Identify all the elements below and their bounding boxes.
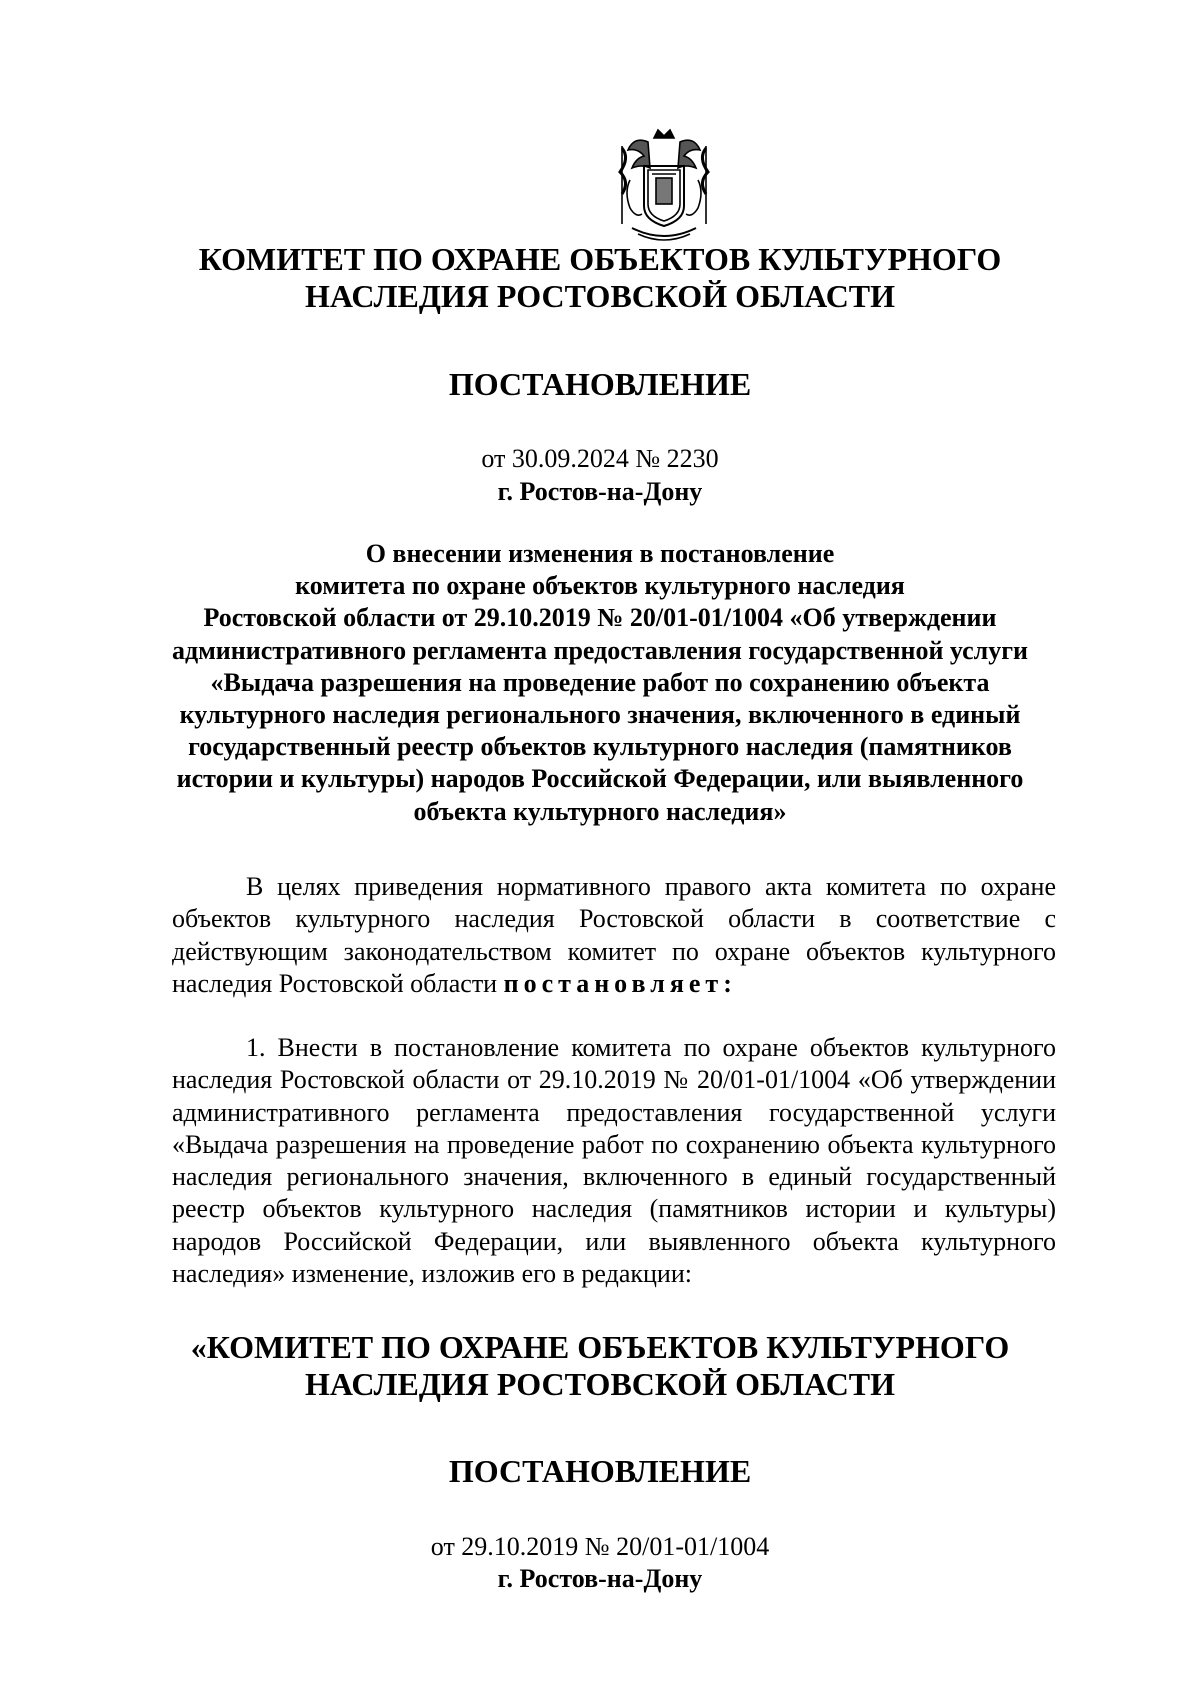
subject-line: «Выдача разрешения на проведение работ по сохранению объекта [210, 667, 990, 697]
quoted-organization-name-line-1: «КОМИТЕТ ПО ОХРАНЕ ОБЪЕКТОВ КУЛЬТУРНОГО [190, 1329, 1010, 1365]
subject-line: О внесении изменения в постановление [365, 539, 835, 568]
organization-name-line-1: КОМИТЕТ ПО ОХРАНЕ ОБЪЕКТОВ КУЛЬТУРНОГО [198, 241, 1002, 277]
quoted-document-city: г. Ростов-на-Дону [497, 1564, 703, 1593]
document-subject [170, 538, 1030, 828]
document-date-number: от 30.09.2024 № 2230 [481, 444, 719, 473]
resolves-word: постановляет: [503, 968, 737, 998]
preamble-paragraph [172, 871, 1056, 1000]
subject-line: административного регламента предоставления государственной услуги [171, 635, 1029, 665]
item-1-paragraph: 1. Внести в постановление комитета по охране объектов культурного наследия Ростовской области от 29.10.2019 № 20/01-01/1004 «Об утверждении административного регламента предоставления государственной услуги «Выдача разрешения на проведение работ по сохранению объекта культурного наследия регионального значения, включенного в единый государственный реестр объектов культурного наследия (памятников истории и культуры) народов Российской Федерации, или выявленного объекта культурного наследия» изменение, изложив его в редакции: [172, 1033, 1056, 1289]
subject-line: объекта культурного наследия» [413, 796, 787, 826]
subject-line: культурного наследия регионального значения, включенного в единый [179, 700, 1021, 730]
quoted-organization-name-line-2: НАСЛЕДИЯ РОСТОВСКОЙ ОБЛАСТИ [304, 1366, 896, 1402]
quoted-document-type-title: ПОСТАНОВЛЕНИЕ [448, 1453, 752, 1489]
subject-line: Ростовской области от 29.10.2019 № 20/01-01/1004 «Об утверждении [203, 603, 997, 633]
quoted-document-date-number: от 29.10.2019 № 20/01-01/1004 [430, 1532, 770, 1561]
subject-line: государственный реестр объектов культурного наследия (памятников [188, 732, 1012, 762]
preamble-text: В целях приведения нормативного правого акта комитета по охране объектов культурного наследия Ростовской области в соответствие с действующим законодательством комитет по охране объектов культурного наследия Ростовской области [172, 872, 1056, 998]
subject-line: комитета по охране объектов культурного наследия [295, 571, 905, 601]
subject-line: истории и культуры) народов Российской Федерации, или выявленного [176, 764, 1024, 794]
document-city: г. Ростов-на-Дону [497, 477, 703, 506]
document-type-title: ПОСТАНОВЛЕНИЕ [448, 366, 752, 402]
organization-name-line-2: НАСЛЕДИЯ РОСТОВСКОЙ ОБЛАСТИ [304, 278, 896, 314]
coat-of-arms-emblem [608, 128, 720, 246]
